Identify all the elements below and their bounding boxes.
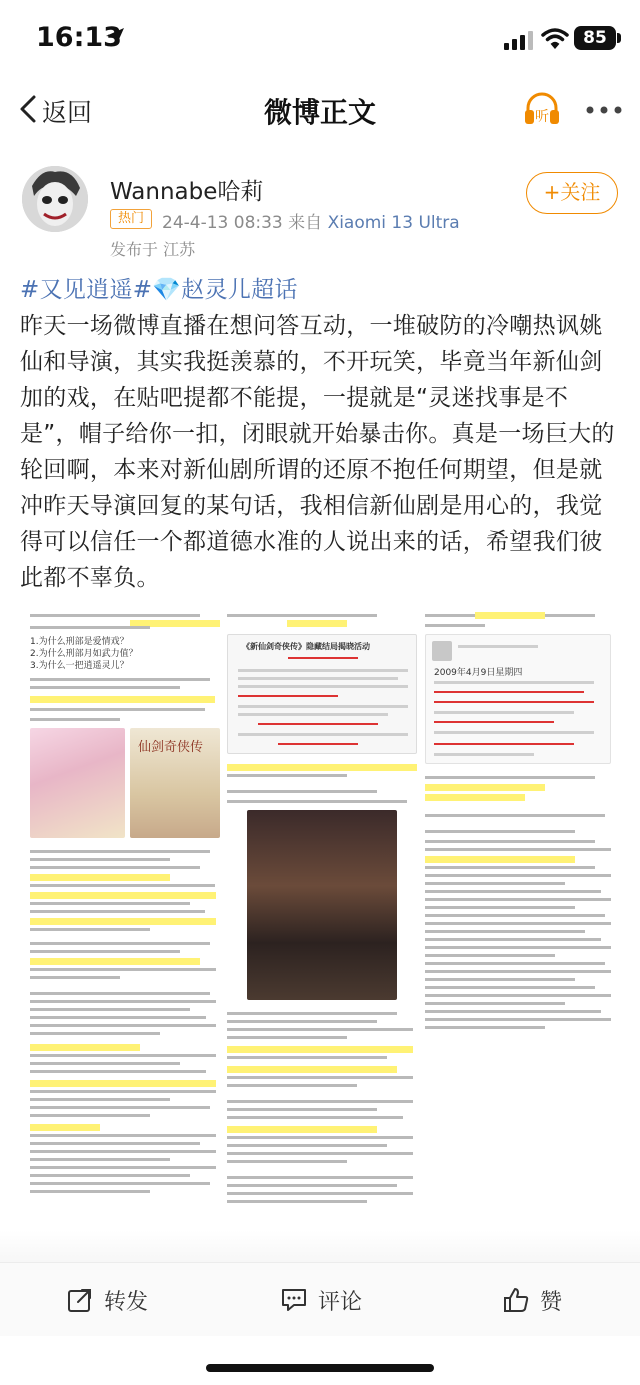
status-bar bbox=[0, 0, 640, 76]
embed-label: 3.为什么一把逍遥灵儿？ bbox=[30, 661, 129, 671]
comment-label: 评论 bbox=[318, 1289, 363, 1315]
embed-label: 1.为什么刑部是爱情戏？ bbox=[30, 637, 129, 647]
bottom-fade bbox=[0, 1230, 640, 1266]
comment-icon bbox=[280, 1286, 308, 1314]
status-time: 16:13 bbox=[36, 22, 122, 53]
wifi-icon bbox=[541, 27, 569, 49]
repost-icon bbox=[66, 1286, 94, 1314]
source-prefix: 来自 bbox=[288, 213, 323, 233]
author-name[interactable]: Wannabe哈莉 bbox=[110, 179, 264, 205]
poster-image bbox=[130, 728, 220, 838]
repost-label: 转发 bbox=[104, 1289, 149, 1315]
follow-button[interactable]: +关注 bbox=[526, 172, 618, 214]
article-screenshot bbox=[227, 634, 417, 754]
more-icon[interactable] bbox=[586, 106, 622, 114]
like-icon bbox=[502, 1286, 530, 1314]
svg-text:听: 听 bbox=[535, 109, 549, 125]
like-button[interactable] bbox=[502, 1283, 562, 1317]
page-title: 微博正文 bbox=[263, 96, 376, 129]
blog-screenshot bbox=[425, 634, 611, 764]
post-location: 发布于 江苏 bbox=[110, 240, 196, 259]
embed-label: 2.为什么刑部月如武力值？ bbox=[30, 649, 138, 659]
battery-tip bbox=[617, 33, 621, 43]
poster-title: 仙剑奇侠传 bbox=[138, 740, 204, 755]
avatar[interactable] bbox=[22, 166, 88, 232]
blog-date: 2009年4月9日星期四 bbox=[434, 668, 523, 678]
nav-bar bbox=[0, 76, 640, 142]
hot-badge: 热门 bbox=[110, 209, 152, 229]
listen-icon[interactable] bbox=[522, 90, 562, 128]
article-heading: 《新仙剑奇侠传》隐藏结局揭晓活动 bbox=[242, 642, 370, 651]
action-bar bbox=[0, 1262, 640, 1336]
post-body: 昨天一场微博直播在想问答互动，一堆破防的冷嘲热讽姚仙和导演，其实我挺羡慕的，不开玩笑，毕竟当年新仙剑加的戏，在贴吧提都不能提，一提就是“灵迷找事是不是”，帽子给你一扣，闭眼就开始暴击你。真是一场巨大的轮回啊，本来对新仙剧所谓的还原不抱任何期望，但是就冲昨天导演回复的某句话，我相信新仙剧是用心的，我觉得可以信任一个都道德水准的人说出来的话，希望我们彼此都不辜负。 bbox=[20, 313, 615, 591]
avatar-image bbox=[22, 166, 88, 232]
device-link[interactable]: Xiaomi 13 Ultra bbox=[327, 213, 460, 233]
home-indicator[interactable] bbox=[206, 1364, 434, 1372]
repost-button[interactable] bbox=[66, 1283, 148, 1317]
post-meta bbox=[162, 208, 460, 233]
embed-column-2 bbox=[227, 600, 423, 1220]
embed-column-1 bbox=[30, 600, 226, 1220]
back-button[interactable]: 返回 bbox=[42, 98, 93, 127]
signal-icon bbox=[504, 30, 536, 50]
game-screenshot bbox=[247, 810, 397, 1000]
comment-button[interactable] bbox=[280, 1283, 362, 1317]
like-label: 赞 bbox=[540, 1289, 563, 1315]
topic-link[interactable]: #又见逍遥#💎赵灵儿超话 bbox=[20, 277, 298, 303]
cover-girls-image bbox=[30, 728, 125, 838]
post-timestamp: 24-4-13 08:33 bbox=[162, 213, 283, 233]
embed-column-3 bbox=[425, 600, 615, 1220]
location-arrow-icon bbox=[104, 26, 126, 48]
post-content bbox=[20, 272, 624, 596]
battery-level: 85 bbox=[574, 26, 616, 50]
embedded-image[interactable] bbox=[20, 600, 620, 1220]
